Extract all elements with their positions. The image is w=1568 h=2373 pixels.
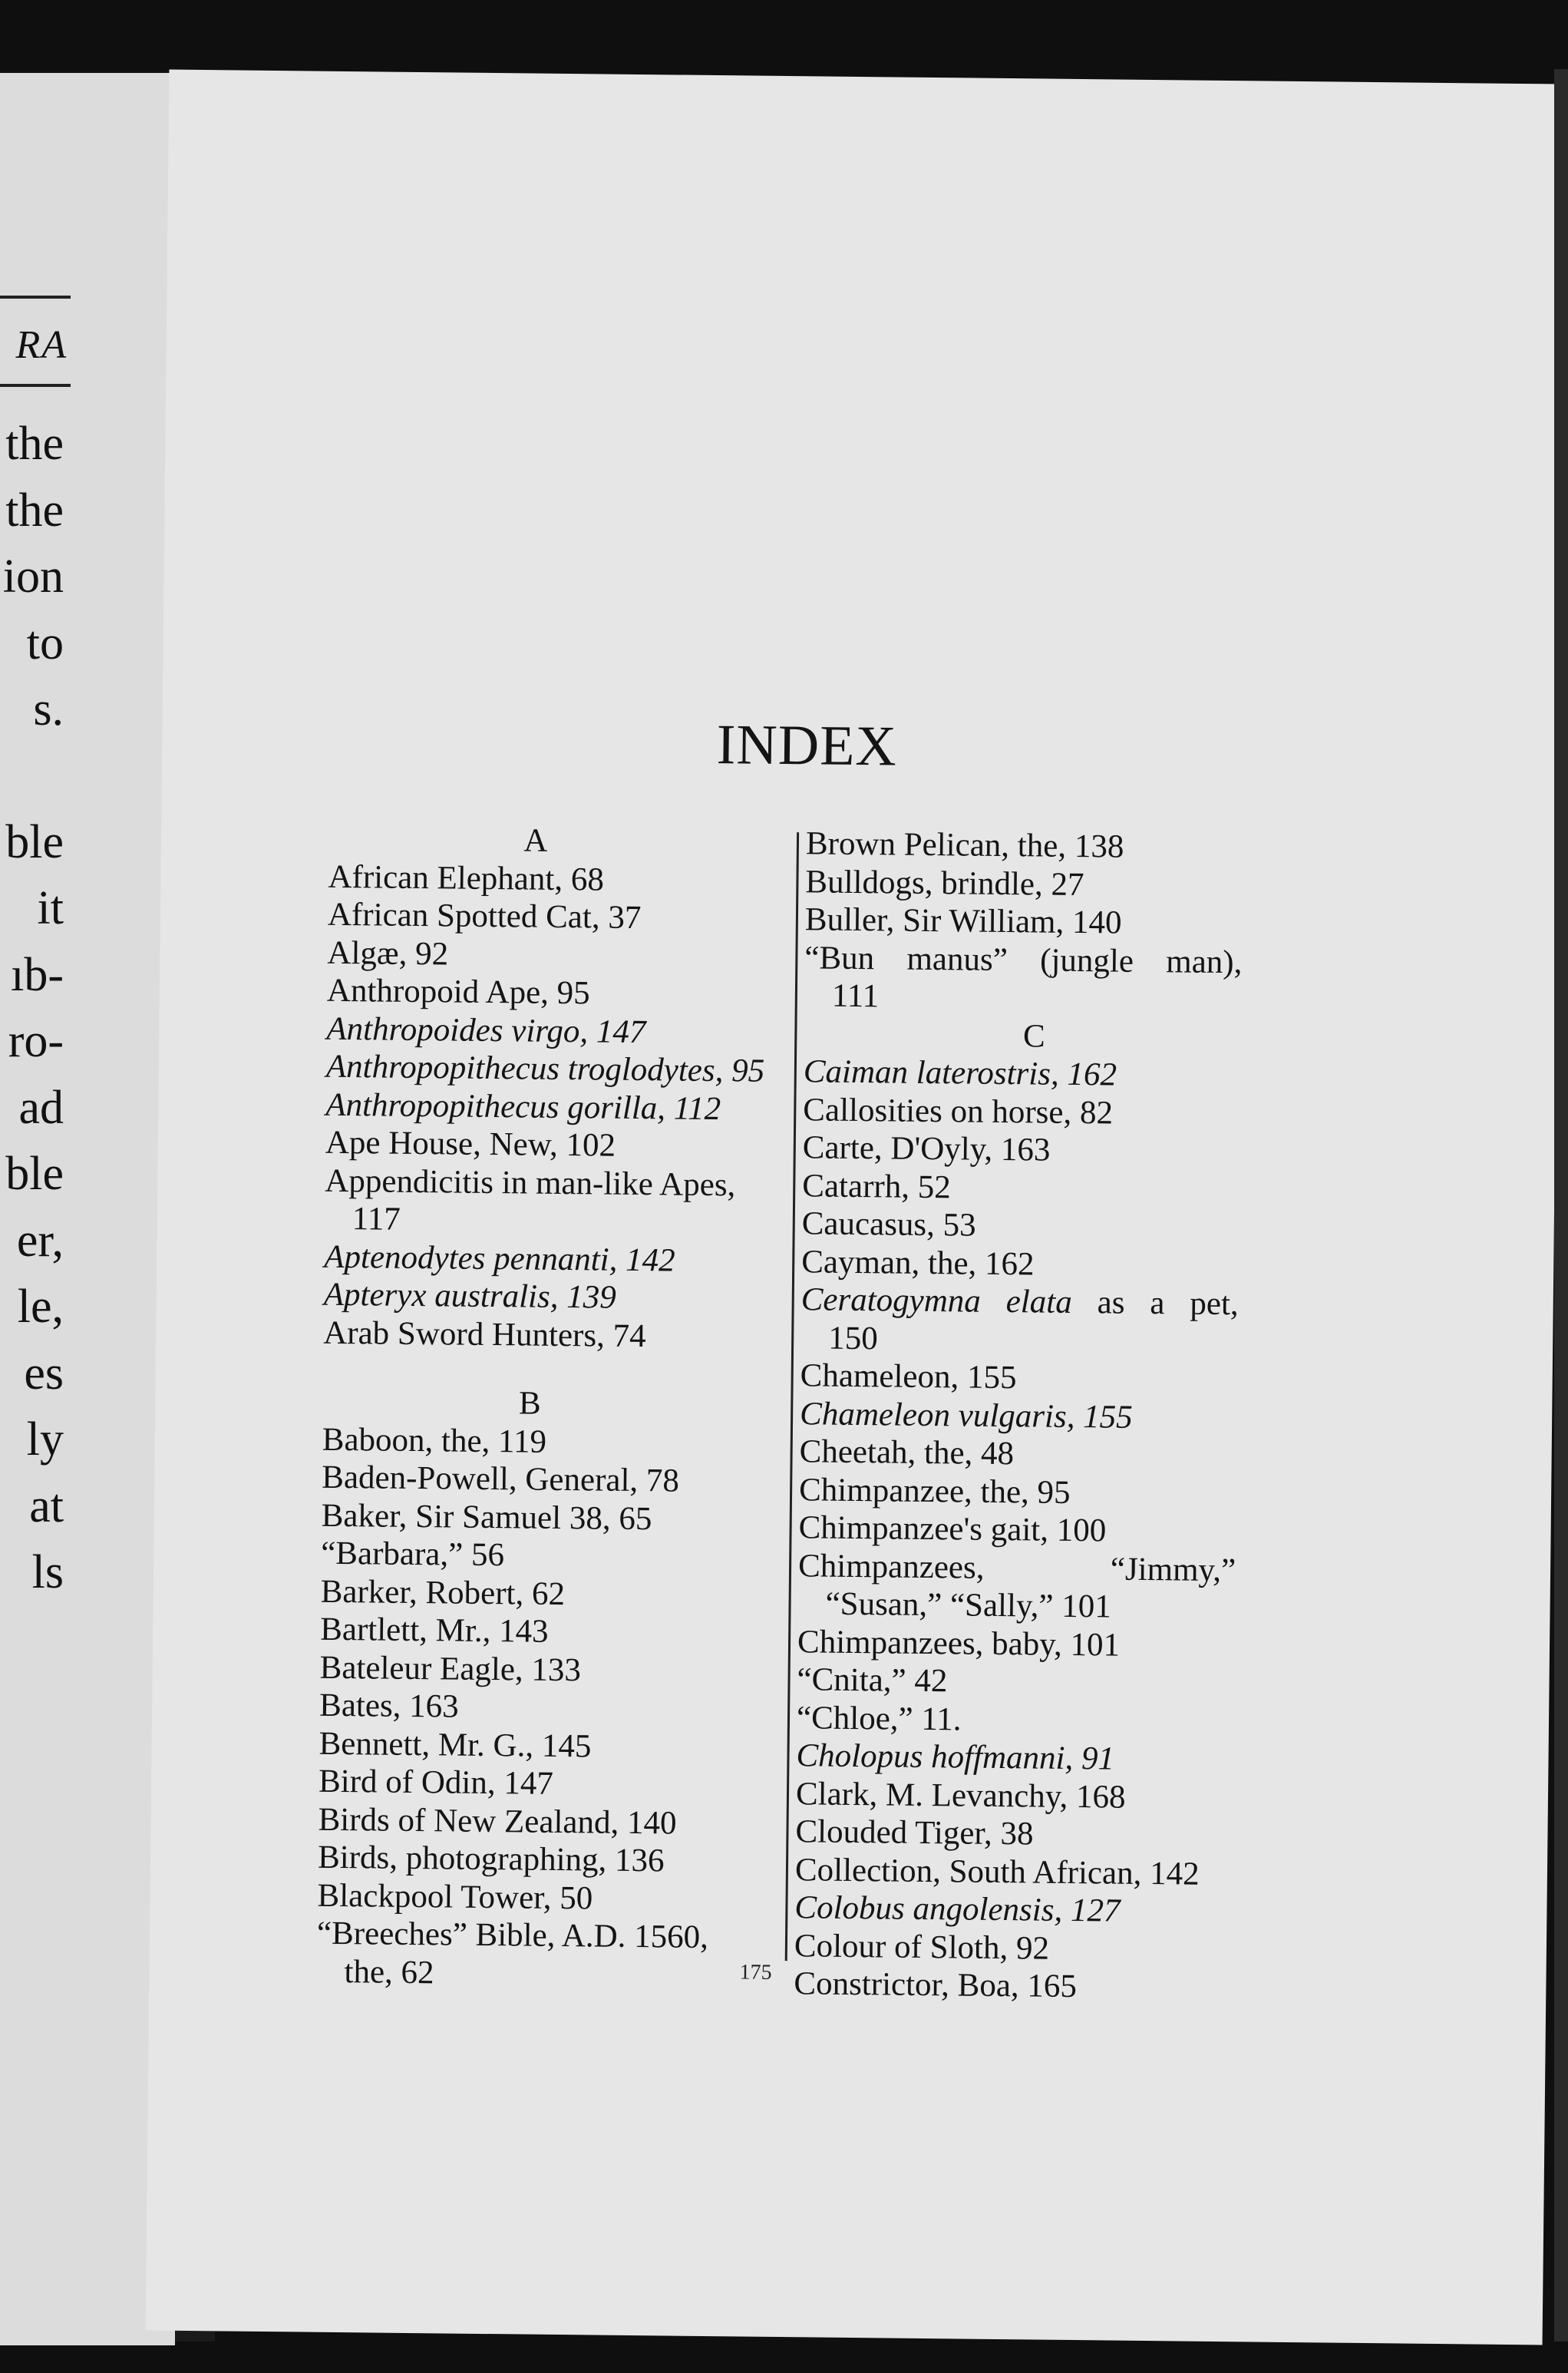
section-letter: C xyxy=(1022,1017,1045,1055)
index-entry: Birds, photographing, 136 xyxy=(317,1839,665,1879)
index-entry-continuation: 150 xyxy=(827,1320,878,1357)
index-entry-continuation: 111 xyxy=(831,977,880,1015)
left-page-line: s. xyxy=(33,683,64,735)
justified-word: a xyxy=(1150,1285,1165,1322)
justified-word: manus” xyxy=(906,940,1008,978)
index-entry: “Breeches” Bible, A.D. 1560, xyxy=(316,1915,709,1956)
index-entry xyxy=(801,1281,1238,1323)
justified-word: elata xyxy=(1005,1284,1072,1320)
index-entry: Bennett, Mr. G., 145 xyxy=(319,1725,592,1764)
index-column-left xyxy=(316,820,797,1995)
justified-word: as xyxy=(1097,1284,1125,1321)
index-entry: Chimpanzee's gait, 100 xyxy=(798,1509,1107,1549)
left-page-line: it xyxy=(37,882,64,934)
index-entry: Chameleon, 155 xyxy=(800,1357,1017,1396)
index-entry: Chimpanzee, the, 95 xyxy=(798,1471,1071,1511)
left-page-text xyxy=(3,411,64,1606)
justified-word: (jungle xyxy=(1039,941,1134,980)
index-entry: Arab Sword Hunters, 74 xyxy=(323,1314,646,1354)
justified-word: pet, xyxy=(1190,1285,1239,1323)
left-page-line: ly xyxy=(26,1413,64,1466)
index-entry: Callosities on horse, 82 xyxy=(803,1091,1114,1132)
index-entry: Cholopus hoffmanni, 91 xyxy=(796,1737,1115,1777)
index-entry: Algæ, 92 xyxy=(327,934,449,972)
section-letter: A xyxy=(523,822,548,859)
index-entry: Clark, M. Levanchy, 168 xyxy=(795,1775,1126,1816)
index-entry: Collection, South African, 142 xyxy=(794,1851,1200,1892)
index-entry: Chimpanzees, baby, 101 xyxy=(797,1623,1121,1664)
justified-word: Ceratogymna xyxy=(801,1281,982,1320)
left-page-line: er, xyxy=(16,1214,64,1267)
index-entry: Cayman, the, 162 xyxy=(801,1243,1035,1282)
index-entry: Baden-Powell, General, 78 xyxy=(322,1459,680,1499)
left-page-line: the xyxy=(5,418,64,470)
page-edge xyxy=(1554,69,1568,2342)
section-gap xyxy=(323,1352,791,1387)
index-entry-continuation: “Susan,” “Sally,” 101 xyxy=(825,1585,1112,1625)
left-page-line xyxy=(3,743,64,809)
index-entry: Buller, Sir William, 140 xyxy=(804,901,1122,941)
justified-word: Chimpanzees, xyxy=(797,1547,985,1586)
index-page xyxy=(146,70,1566,2345)
index-entry: Appendicitis in man-like Apes, xyxy=(325,1162,736,1203)
index-entry: Clouded Tiger, 38 xyxy=(795,1813,1034,1852)
index-entry: Colour of Sloth, 92 xyxy=(794,1927,1050,1967)
left-page-line: at xyxy=(29,1479,64,1532)
index-entry: Colobus angolensis, 127 xyxy=(794,1889,1121,1929)
left-page-line: ad xyxy=(18,1081,64,1134)
left-page-line: ıb- xyxy=(11,948,64,1001)
index-entry: “Barbara,” 56 xyxy=(320,1535,505,1574)
index-entry xyxy=(804,939,1242,981)
index-entry: African Spotted Cat, 37 xyxy=(327,896,642,937)
index-entry: Bartlett, Mr., 143 xyxy=(319,1611,549,1650)
index-entry: Bates, 163 xyxy=(319,1687,459,1725)
index-entry: Constrictor, Boa, 165 xyxy=(794,1965,1078,2005)
left-page-line: to xyxy=(26,616,64,669)
left-page-line: the xyxy=(5,484,64,537)
index-entry: Birds of New Zealand, 140 xyxy=(318,1801,677,1842)
page-number: 175 xyxy=(739,1960,772,1985)
index-entry: “Chloe,” 11. xyxy=(796,1699,962,1737)
index-entry: Chameleon vulgaris, 155 xyxy=(799,1395,1133,1436)
index-entry: Ape House, New, 102 xyxy=(325,1124,616,1164)
index-entry: Bulldogs, brindle, 27 xyxy=(805,863,1084,903)
index-entry: Caucasus, 53 xyxy=(801,1205,976,1244)
justified-word: man), xyxy=(1166,943,1243,980)
section-letter: B xyxy=(518,1385,541,1422)
index-entry: Bird of Odin, 147 xyxy=(318,1763,554,1802)
left-page-line: le, xyxy=(17,1281,64,1333)
index-entry: Bateleur Eagle, 133 xyxy=(319,1649,582,1688)
index-entry: Blackpool Tower, 50 xyxy=(317,1877,593,1916)
index-entry: Anthropopithecus troglodytes, 95 xyxy=(325,1048,765,1089)
left-page-line: ble xyxy=(5,1148,64,1200)
index-entry-continuation: 117 xyxy=(352,1201,401,1238)
top-rule xyxy=(0,296,71,299)
left-page-line: ro- xyxy=(8,1015,64,1067)
index-entry: Apteryx australis, 139 xyxy=(323,1276,616,1316)
index-column-right xyxy=(794,825,1297,2008)
index-entry-continuation: the, 62 xyxy=(344,1953,434,1991)
index-entry: Carte, D'Oyly, 163 xyxy=(802,1129,1051,1168)
index-entry: Aptenodytes pennanti, 142 xyxy=(324,1238,675,1279)
index-entry: Anthropoid Ape, 95 xyxy=(326,972,590,1012)
index-entry: Baboon, the, 119 xyxy=(322,1421,547,1460)
index-entry: Cheetah, the, 48 xyxy=(799,1433,1015,1472)
bottom-rule xyxy=(0,384,71,387)
left-page-line: ls xyxy=(31,1546,64,1598)
justified-word: “Bun xyxy=(804,939,875,977)
index-entry: Caiman laterostris, 162 xyxy=(803,1053,1117,1093)
index-entry: Barker, Robert, 62 xyxy=(320,1573,566,1612)
left-page-line: ion xyxy=(2,550,64,603)
index-entry xyxy=(798,1547,1236,1589)
index-entry: Anthropopithecus gorilla, 112 xyxy=(325,1086,721,1127)
justified-word: “Jimmy,” xyxy=(1110,1551,1236,1588)
index-entry: African Elephant, 68 xyxy=(328,858,605,898)
index-entry: Anthropoides virgo, 147 xyxy=(326,1010,646,1050)
index-entry: Catarrh, 52 xyxy=(802,1167,951,1205)
page-title: INDEX xyxy=(716,713,898,778)
left-page-line: ble xyxy=(5,815,64,868)
index-entry: “Cnita,” 42 xyxy=(797,1661,948,1700)
left-page-line: es xyxy=(24,1347,64,1400)
index-entry: Baker, Sir Samuel 38, 65 xyxy=(321,1497,652,1537)
index-entry: Brown Pelican, the, 138 xyxy=(805,825,1124,865)
running-head: RA xyxy=(15,323,68,367)
